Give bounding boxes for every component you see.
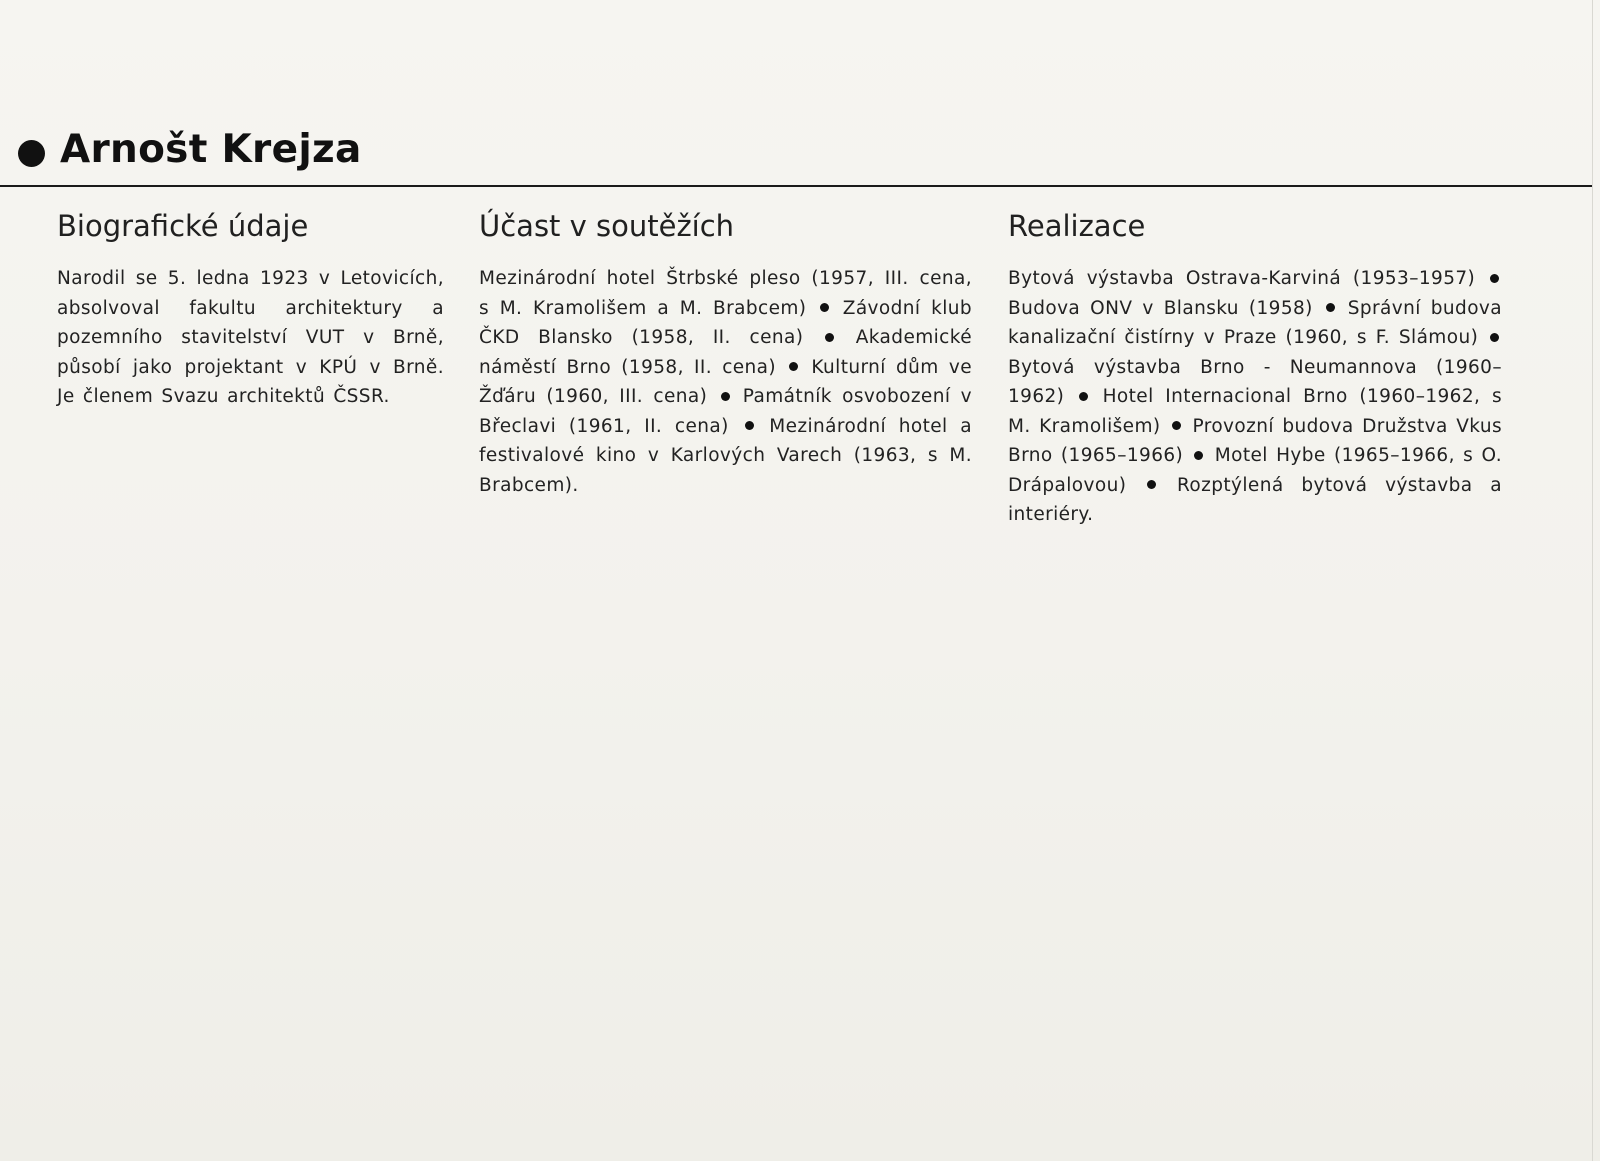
column-biography	[57, 204, 444, 412]
section-heading-biography: Biografické údaje	[57, 209, 309, 243]
list-item: Mezinárodní hotel a festivalové kino v Karlových Varech (1963, s M. Brabcem).	[479, 415, 972, 496]
bullet-icon	[1194, 451, 1203, 460]
list-item: Akademické náměstí Brno (1958, II. cena)	[479, 327, 972, 378]
list-item: Správní budova kanalizační čistírny v Praze (1960, s F. Slámou)	[1008, 297, 1502, 348]
column-competitions	[479, 204, 972, 500]
section-heading-realizations: Realizace	[1008, 209, 1146, 243]
biography-text: Narodil se 5. ledna 1923 v Letovicích, absolvoval fakultu architektury a pozemního stavitelství VUT v Brně, působí jako projektant v KPÚ v Brně. Je členem Svazu architektů ČSSR.	[57, 268, 444, 407]
list-item: Bytová výstavba Ostrava-Karviná (1953–1957)	[1008, 268, 1476, 289]
list-item: Motel Hybe (1965–1966, s O. Drápalovou)	[1008, 445, 1502, 496]
bullet-icon	[1490, 333, 1499, 342]
bullet-icon	[1147, 480, 1156, 489]
realizations-list	[1008, 264, 1502, 530]
list-item: Mezinárodní hotel Štrbské pleso (1957, III. cena, s M. Kramolišem a M. Brabcem)	[479, 268, 972, 319]
page-edge-line	[1592, 0, 1593, 1161]
list-item: Rozptýlená bytová výstavba a interiéry.	[1008, 474, 1503, 525]
bullet-icon	[721, 392, 730, 401]
bullet-icon	[1079, 392, 1088, 401]
list-item: Kulturní dům ve Žďáru (1960, III. cena)	[479, 356, 973, 407]
list-item: Památník osvobození v Břeclavi (1961, II. cena)	[479, 386, 973, 437]
bullet-icon	[820, 303, 829, 312]
page-title: Arnošt Krejza	[60, 127, 362, 172]
competitions-list	[479, 264, 972, 500]
bullet-icon	[1172, 421, 1181, 430]
bullet-icon	[1490, 274, 1499, 283]
divider-rule	[0, 185, 1592, 187]
list-item: Hotel Internacional Brno (1960–1962, s M. Kramolišem)	[1008, 386, 1502, 437]
bullet-icon	[825, 333, 834, 342]
title-bullet-icon	[18, 140, 45, 167]
list-item: Provozní budova Družstva Vkus Brno (1965–1966)	[1008, 415, 1503, 466]
list-item: Budova ONV v Blansku (1958)	[1008, 297, 1313, 319]
column-realizations	[1008, 204, 1502, 530]
bullet-icon	[1326, 303, 1335, 312]
section-heading-competitions: Účast v soutěžích	[479, 209, 735, 243]
list-item: Bytová výstavba Brno - Neumannova (1960–1962)	[1008, 356, 1502, 407]
list-item: Závodní klub ČKD Blansko (1958, II. cena)	[479, 297, 973, 348]
bullet-icon	[745, 421, 754, 430]
bullet-icon	[789, 362, 798, 371]
